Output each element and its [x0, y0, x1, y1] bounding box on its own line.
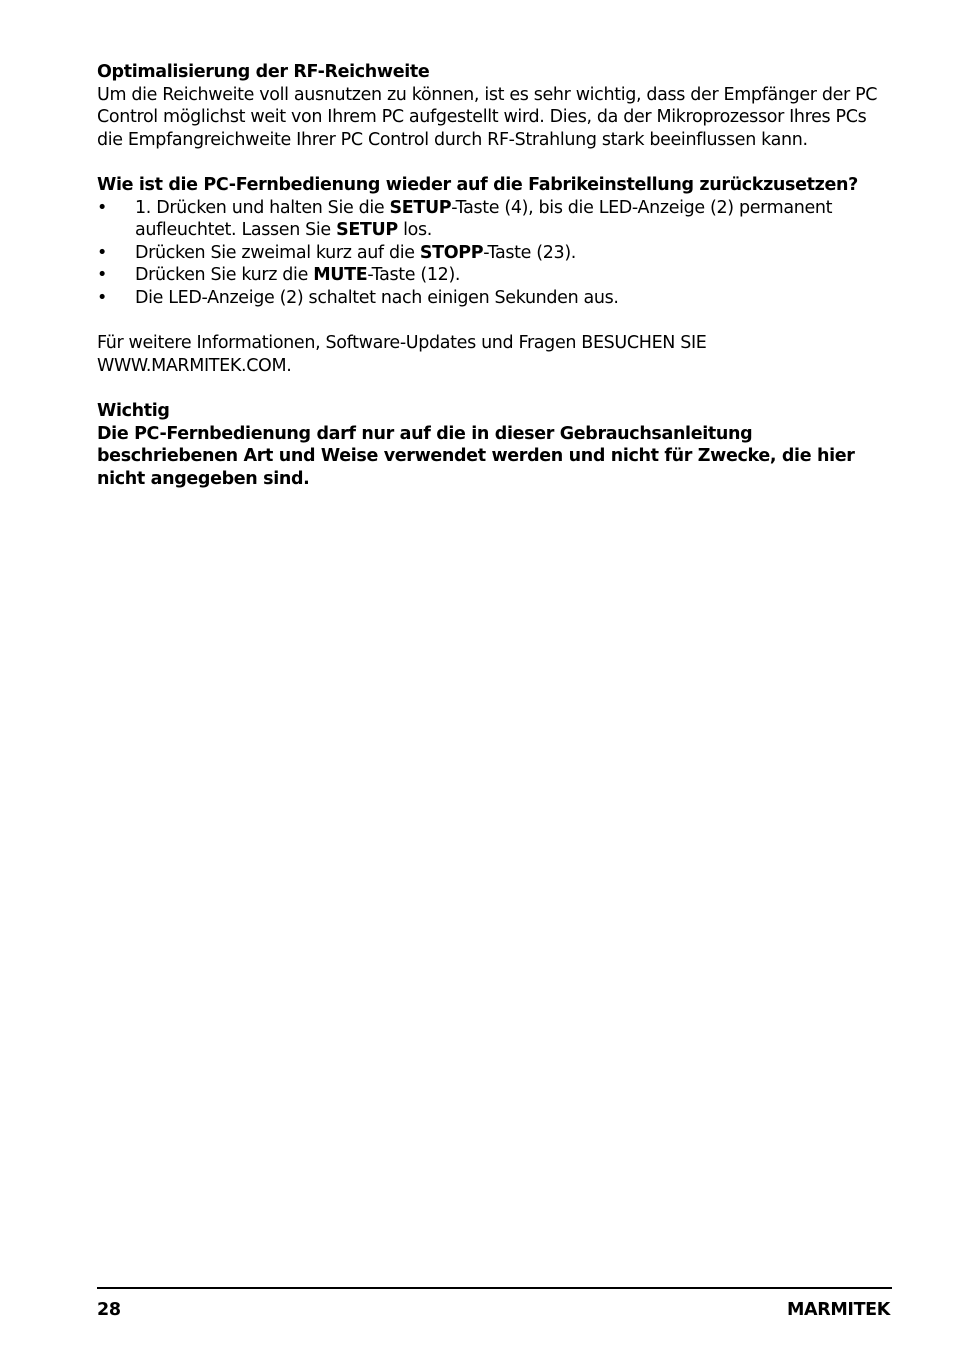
spacer — [97, 151, 892, 174]
bullet-icon: • — [97, 242, 107, 263]
section-heading-factory-reset: Wie ist die PC-Fernbedienung wieder auf die Fabrikeinstellung zurückzusetzen? — [97, 174, 858, 195]
website-line: WWW.MARMITEK.COM. — [97, 355, 292, 376]
page-number: 28 — [97, 1300, 121, 1320]
info-line: Für weitere Informationen, Software-Updates und Fragen BESUCHEN SIE — [97, 333, 707, 354]
list-item — [97, 197, 892, 242]
list-item-text: Drücken Sie kurz die MUTE-Taste (12). — [135, 265, 461, 286]
reset-steps-list — [97, 197, 892, 310]
section-body-rf-range: Um die Reichweite voll ausnutzen zu können, ist es sehr wichtig, dass der Empfänger der PC Control möglichst weit von Ihrem PC aufgestellt wird. Dies, da der Mikroprozessor Ihres PCs die Empfangreichweite Ihrer PC Control durch RF-Strahlung stark beeinflussen kann. — [97, 84, 878, 150]
page-content — [97, 61, 892, 490]
important-notice: Die PC-Fernbedienung darf nur auf die in dieser Gebrauchsanleitung beschriebenen Art und Weise verwendet werden und nicht für Zwecke, die hier nicht angegeben sind. — [97, 423, 855, 489]
spacer — [97, 310, 892, 333]
bullet-icon: • — [97, 265, 107, 286]
section-heading-important: Wichtig — [97, 400, 170, 421]
list-item — [97, 242, 892, 265]
list-item — [97, 264, 892, 287]
brand-name: MARMITEK — [786, 1300, 890, 1320]
list-item-text: Die LED-Anzeige (2) schaltet nach einigen Sekunden aus. — [135, 287, 619, 308]
bullet-icon: • — [97, 287, 107, 308]
bullet-icon: • — [97, 197, 107, 218]
footer-divider — [97, 1287, 892, 1289]
list-item-text: Drücken Sie zweimal kurz auf die STOPP-Taste (23). — [135, 242, 577, 263]
section-heading-rf-range: Optimalisierung der RF-Reichweite — [97, 62, 430, 82]
spacer — [97, 377, 892, 400]
list-item-text: 1. Drücken und halten Sie die SETUP-Taste (4), bis die LED-Anzeige (2) permanent aufleuchtet. Lassen Sie SETUP los. — [135, 197, 833, 241]
list-item — [97, 287, 892, 310]
